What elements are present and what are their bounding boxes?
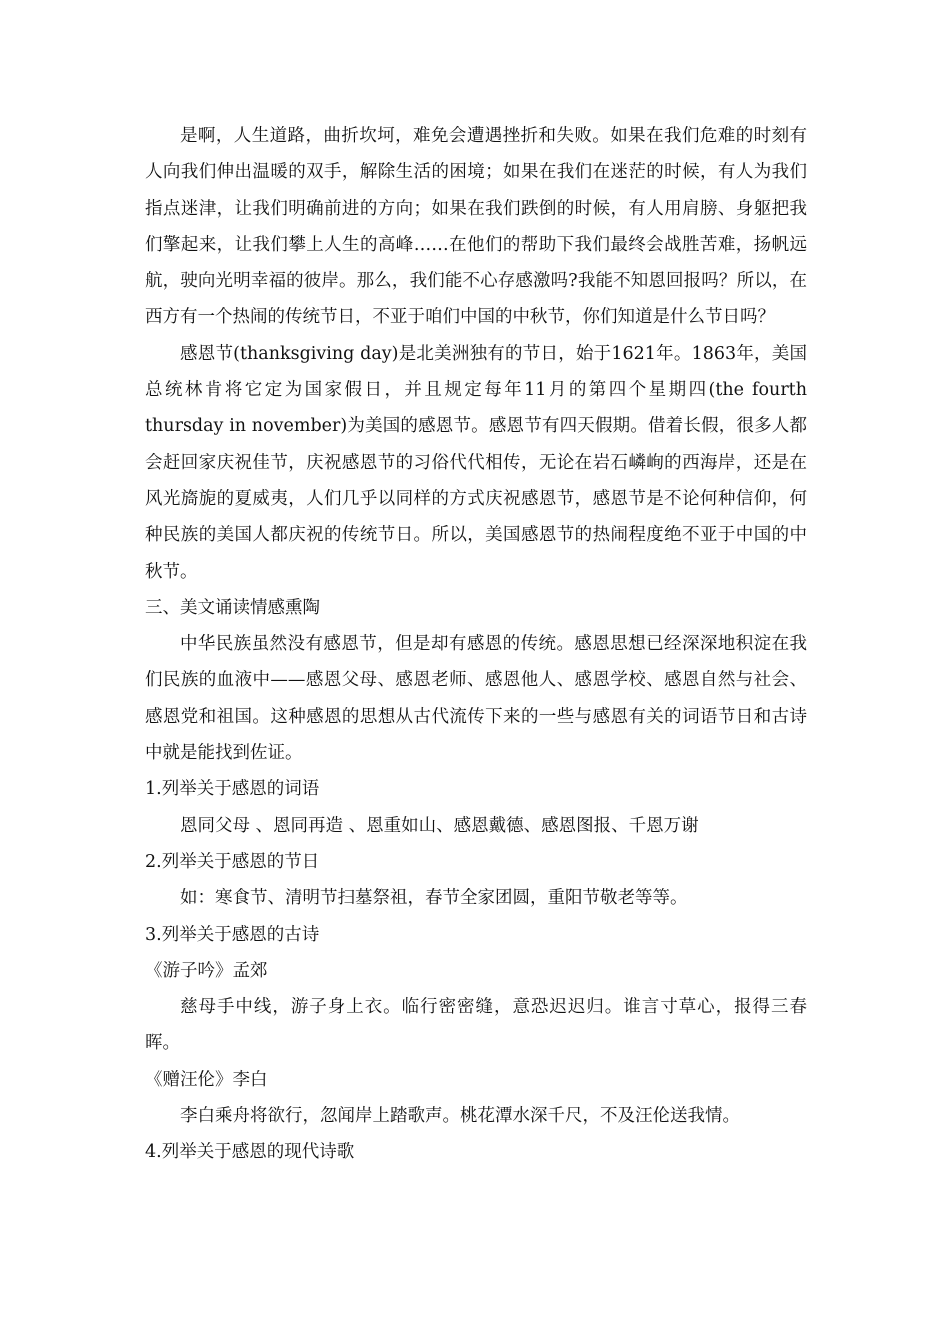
gratitude-festivals: 如：寒食节、清明节扫墓祭祖，春节全家团圆，重阳节敬老等等。 — [180, 888, 688, 909]
paragraph-thanksgiving-intro: 感恩节(thanksgiving day)是北美洲独有的节日，始于1621年。1863年，美国总统林肯将它定为国家假日，并且规定每年11月的第四个星期四(the fourth thursday in november)为美国的感恩节。感恩节有四天假期。借着长假，很多人都会赶回家庆祝佳节，庆祝感恩节的习俗代代相传，无论在岩石嶙峋的西海岸，还是在风光旖旎的夏威夷，人们几乎以同样的方式庆祝感恩节，感恩节是不论何种信仰，何种民族的美国人都庆祝的传统节日。所以，美国感恩节的热闹程度绝不亚于中国的中秋节。 — [145, 343, 807, 582]
gratitude-words: 恩同父母 、恩同再造 、恩重如山、感恩戴德、感恩图报、千恩万谢 — [180, 815, 699, 836]
section-heading-reading: 三、美文诵读情感熏陶 — [145, 597, 320, 618]
list-heading-modern-poems: 4.列举关于感恩的现代诗歌 — [145, 1142, 355, 1163]
poem-text-youziyin: 慈母手中线，游子身上衣。临行密密缝，意恐迟迟归。谁言寸草心，报得三春晖。 — [145, 997, 807, 1054]
poem-text-zengwanglun: 李白乘舟将欲行，忽闻岸上踏歌声。桃花潭水深千尺，不及汪伦送我情。 — [180, 1106, 740, 1127]
paragraph-chinese-gratitude: 中华民族虽然没有感恩节，但是却有感恩的传统。感恩思想已经深深地积淀在我们民族的血液中——感恩父母、感恩老师、感恩他人、感恩学校、感恩自然与社会、感恩党和祖国。这种感恩的思想从古代流传下来的一些与感恩有关的词语节日和古诗中就是能找到佐证。 — [145, 634, 807, 764]
list-heading-ancient-poems: 3.列举关于感恩的古诗 — [145, 924, 320, 945]
list-heading-festivals: 2.列举关于感恩的节日 — [145, 851, 320, 872]
list-heading-words: 1.列举关于感恩的词语 — [145, 779, 320, 800]
poem-title-zengwanglun: 《赠汪伦》李白 — [145, 1069, 268, 1090]
poem-title-youziyin: 《游子吟》孟郊 — [145, 960, 268, 981]
document-body — [145, 118, 807, 1171]
paragraph-life-path: 是啊，人生道路，曲折坎坷，难免会遭遇挫折和失败。如果在我们危难的时刻有人向我们伸出温暖的双手，解除生活的困境；如果在我们在迷茫的时候，有人为我们指点迷津，让我们明确前进的方向；如果在我们跌倒的时候，有人用肩膀、身躯把我们擎起来，让我们攀上人生的高峰……在他们的帮助下我们最终会战胜苦难，扬帆远航，驶向光明幸福的彼岸。那么，我们能不心存感激吗?我能不知恩回报吗？所以，在西方有一个热闹的传统节日，不亚于咱们中国的中秋节，你们知道是什么节日吗？ — [145, 126, 807, 328]
